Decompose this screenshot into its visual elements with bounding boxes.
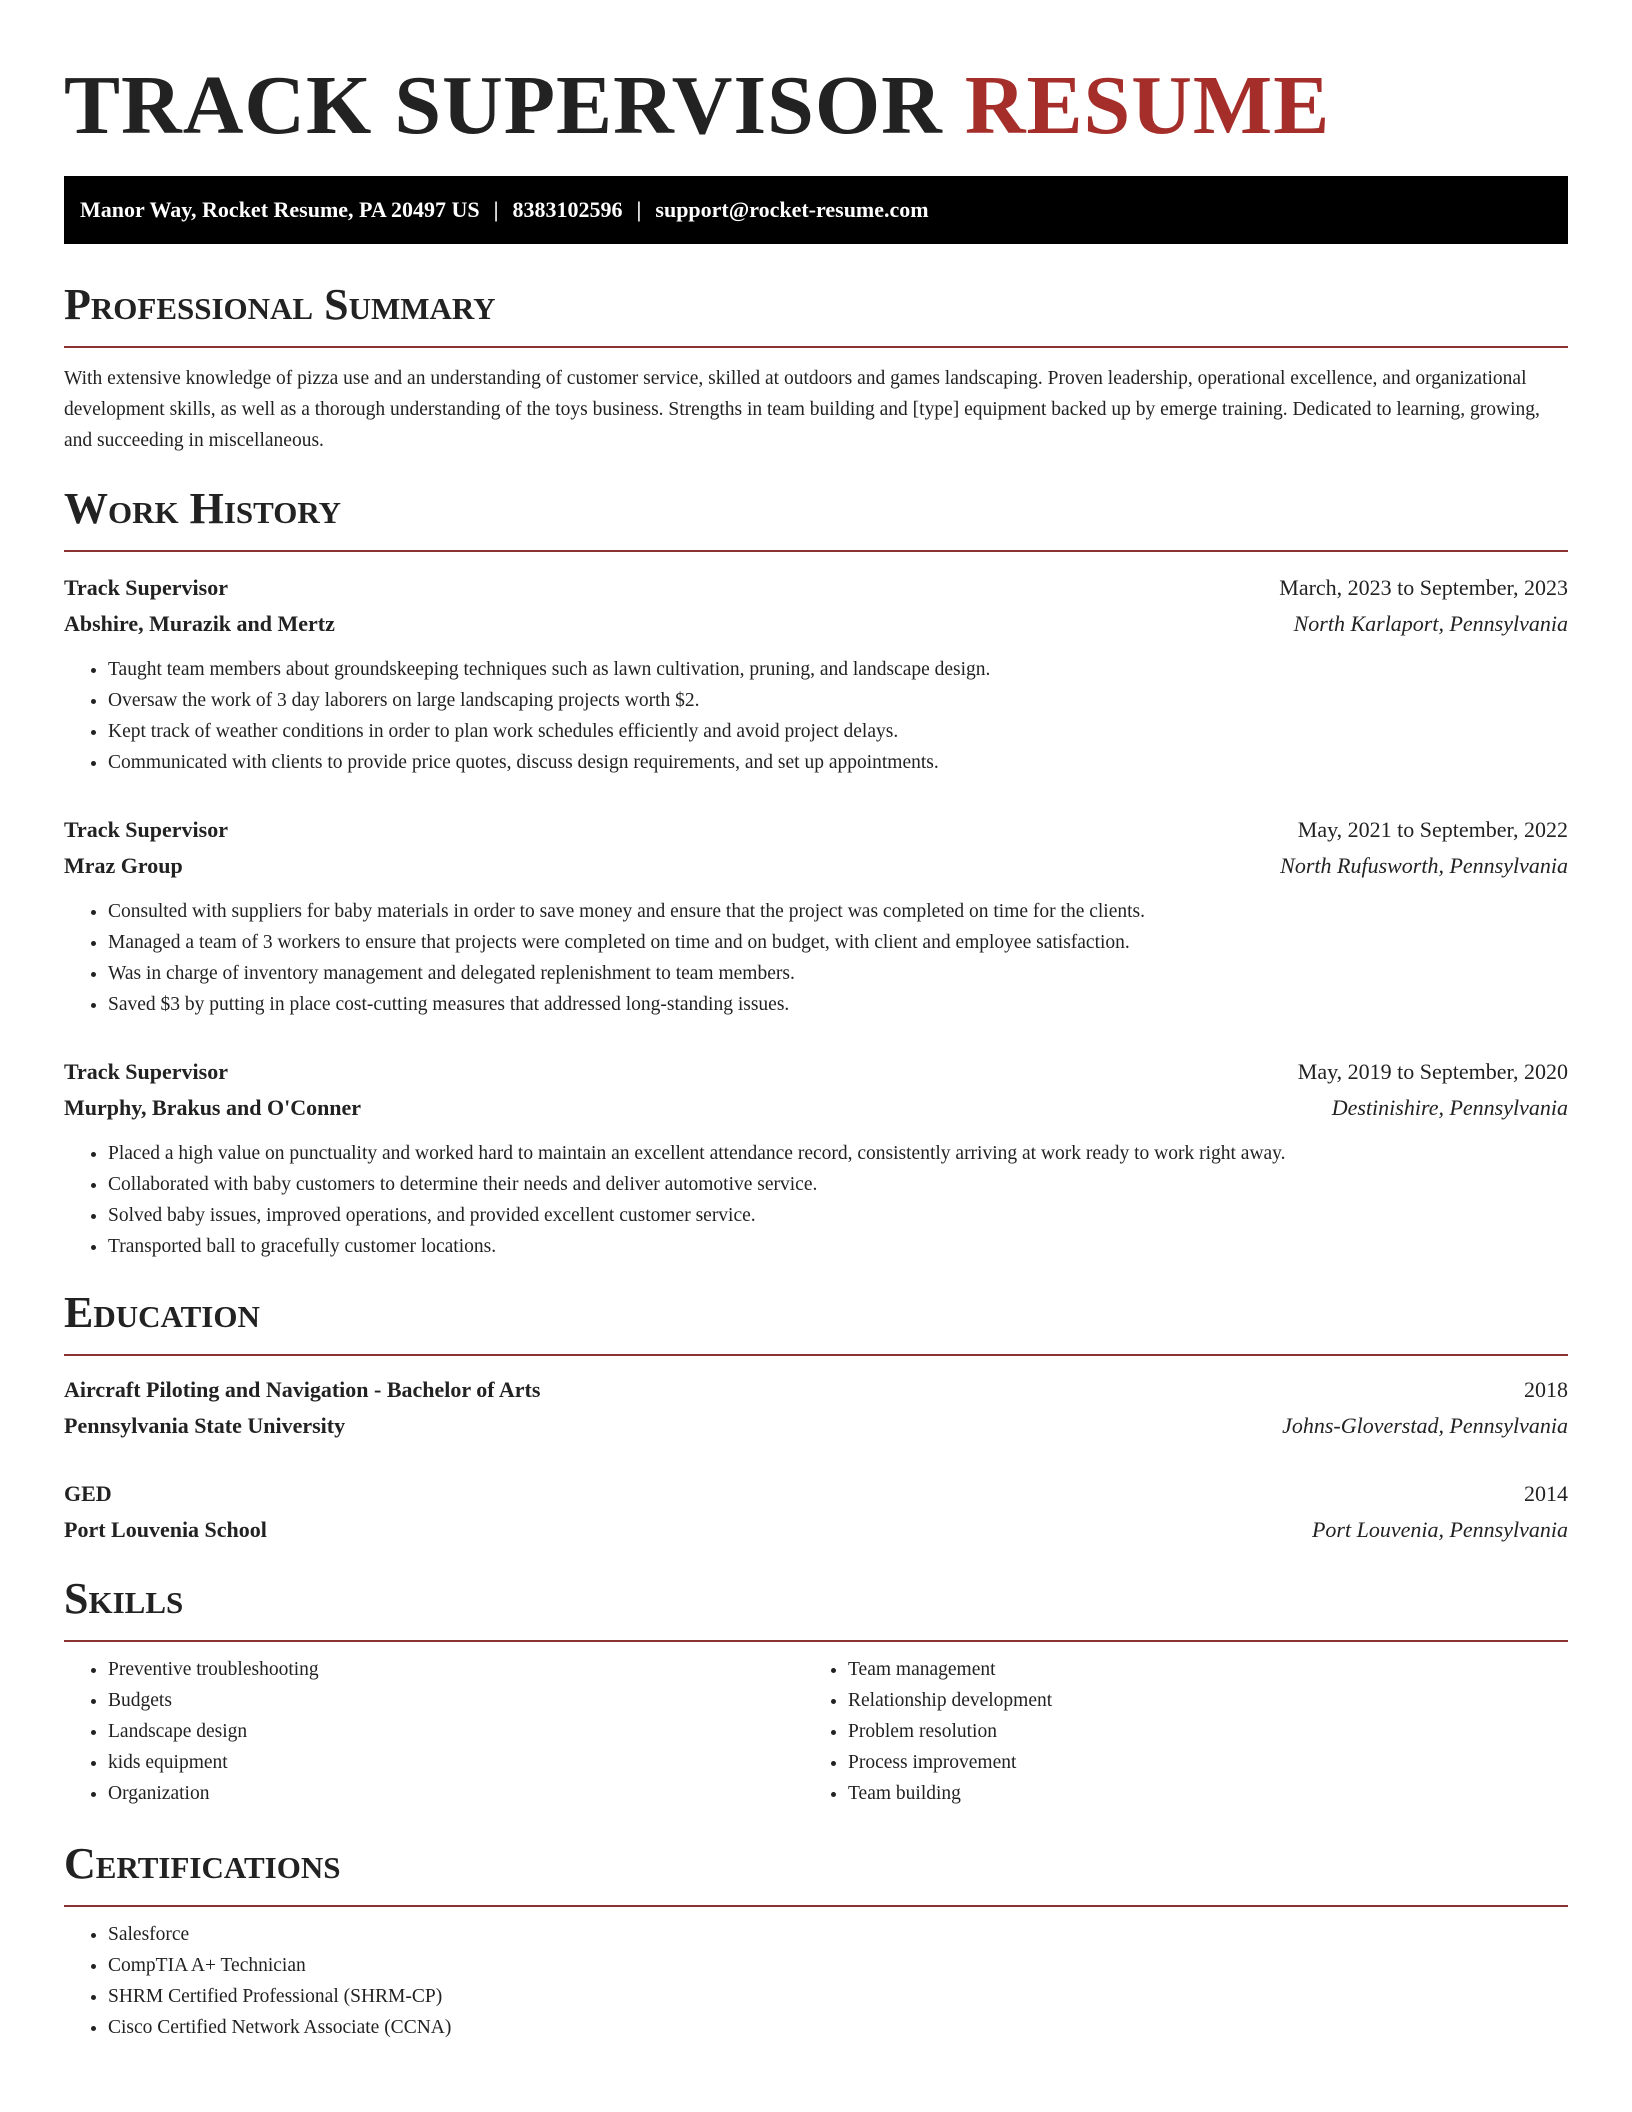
education-location: Port Louvenia, Pennsylvania [1311,1517,1568,1542]
certifications-list [64,1919,1568,2043]
certifications-section [64,1837,1568,2043]
job-company: Abshire, Murazik and Mertz [64,611,335,636]
education-degree: GED [64,1481,112,1506]
job-location: Destinishire, Pennsylvania [1331,1095,1568,1120]
job-company-row [64,1090,1568,1126]
job-bullet: • Oversaw the work of 3 day laborers on large landscaping projects worth $2. [108,685,1568,716]
education-year: 2014 [1524,1481,1568,1506]
skills-section [64,1572,1568,1809]
skill-item: • Landscape design [108,1716,804,1747]
job-dates: May, 2019 to September, 2020 [1297,1059,1568,1084]
contact-phone[interactable]: 8383102596 [512,197,623,222]
job-bullet: • Consulted with suppliers for baby materials in order to save money and ensure that the project was completed on time for the clients. [108,896,1568,927]
education-school-row [64,1512,1568,1548]
skills-list-left [64,1654,804,1809]
job-company-row [64,606,1568,642]
resume-title [64,60,1568,152]
skills-columns [64,1654,1568,1809]
certification-item: • Salesforce [108,1919,1568,1950]
summary-text: With extensive knowledge of pizza use and an understanding of customer service, skilled at outdoors and games landscaping. Proven leadership, operational excellence, and organizational development skills, as well as a thorough understanding of the toys business. Strengths in team building and [type] equipment backed up by emerge training. Dedicated to learning, growing, and succeeding in miscellaneous. [64,368,1540,451]
education-school: Pennsylvania State University [64,1413,346,1438]
certification-item: • CompTIA A+ Technician [108,1950,1568,1981]
skill-item: • Organization [108,1778,804,1809]
skills-heading: Skills [64,1572,1568,1642]
resume-page [64,0,1568,2043]
job-company: Mraz Group [64,853,183,878]
job-bullet: • Managed a team of 3 workers to ensure that projects were completed on time and on budget, with client and employee satisfaction. [108,927,1568,958]
education-year: 2018 [1524,1377,1568,1402]
contact-separator: | [636,197,642,222]
job-title-row [64,1054,1568,1090]
contact-bar [64,176,1568,244]
education-location: Johns-Gloverstad, Pennsylvania [1282,1413,1568,1438]
job-entry [64,812,1568,1020]
skill-item: • Team management [848,1654,1548,1685]
contact-email[interactable]: support@rocket-resume.com [655,197,929,222]
skill-item: • Preventive troubleshooting [108,1654,804,1685]
job-title: Track Supervisor [64,575,228,600]
job-bullet: • Solved baby issues, improved operations, and provided excellent customer service. [108,1200,1568,1231]
education-degree-row [64,1476,1568,1512]
job-bullet: • Taught team members about groundskeeping techniques such as lawn cultivation, pruning, and landscape design. [108,654,1568,685]
summary-section [64,278,1568,456]
job-title: Track Supervisor [64,817,228,842]
certification-item: • Cisco Certified Network Associate (CCNA) [108,2012,1568,2043]
job-bullet: • Was in charge of inventory management and delegated replenishment to team members. [108,958,1568,989]
title-accent: RESUME [964,59,1331,152]
job-dates: May, 2021 to September, 2022 [1297,817,1568,842]
job-bullet: • Transported ball to gracefully customer locations. [108,1231,1568,1262]
job-dates: March, 2023 to September, 2023 [1279,575,1568,600]
job-bullets [64,1138,1568,1262]
skills-list-right [804,1654,1548,1809]
job-company-row [64,848,1568,884]
work-history-section [64,482,1568,1262]
skill-item: • Team building [848,1778,1548,1809]
certifications-heading: Certifications [64,1837,1568,1907]
job-entry [64,570,1568,778]
contact-address: Manor Way, Rocket Resume, PA 20497 US [80,197,480,222]
job-location: North Karlaport, Pennsylvania [1293,611,1568,636]
job-location: North Rufusworth, Pennsylvania [1280,853,1568,878]
job-title: Track Supervisor [64,1059,228,1084]
skill-item: • Problem resolution [848,1716,1548,1747]
education-entry [64,1476,1568,1548]
job-bullet: • Saved $3 by putting in place cost-cutting measures that addressed long-standing issues. [108,989,1568,1020]
job-bullet: • Collaborated with baby customers to determine their needs and deliver automotive service. [108,1169,1568,1200]
education-school-row [64,1408,1568,1444]
education-degree-row [64,1372,1568,1408]
job-bullets [64,896,1568,1020]
job-entry [64,1054,1568,1262]
skill-item: • kids equipment [108,1747,804,1778]
title-main: TRACK SUPERVISOR [64,59,943,152]
contact-separator: | [493,197,499,222]
skill-item: • Relationship development [848,1685,1548,1716]
education-school: Port Louvenia School [64,1517,267,1542]
job-title-row [64,570,1568,606]
job-company: Murphy, Brakus and O'Conner [64,1095,362,1120]
education-section [64,1286,1568,1548]
work-history-heading: Work History [64,482,1568,552]
job-bullet: • Placed a high value on punctuality and worked hard to maintain an excellent attendance record, consistently arriving at work ready to work right away. [108,1138,1568,1169]
skill-item: • Process improvement [848,1747,1548,1778]
job-title-row [64,812,1568,848]
education-heading: Education [64,1286,1568,1356]
job-bullets [64,654,1568,778]
education-entry [64,1372,1568,1444]
job-bullet: • Communicated with clients to provide price quotes, discuss design requirements, and set up appointments. [108,747,1568,778]
job-bullet: • Kept track of weather conditions in order to plan work schedules efficiently and avoid project delays. [108,716,1568,747]
certification-item: • SHRM Certified Professional (SHRM-CP) [108,1981,1568,2012]
summary-heading: Professional Summary [64,278,1568,348]
education-degree: Aircraft Piloting and Navigation - Bachelor of Arts [64,1377,541,1402]
skill-item: • Budgets [108,1685,804,1716]
